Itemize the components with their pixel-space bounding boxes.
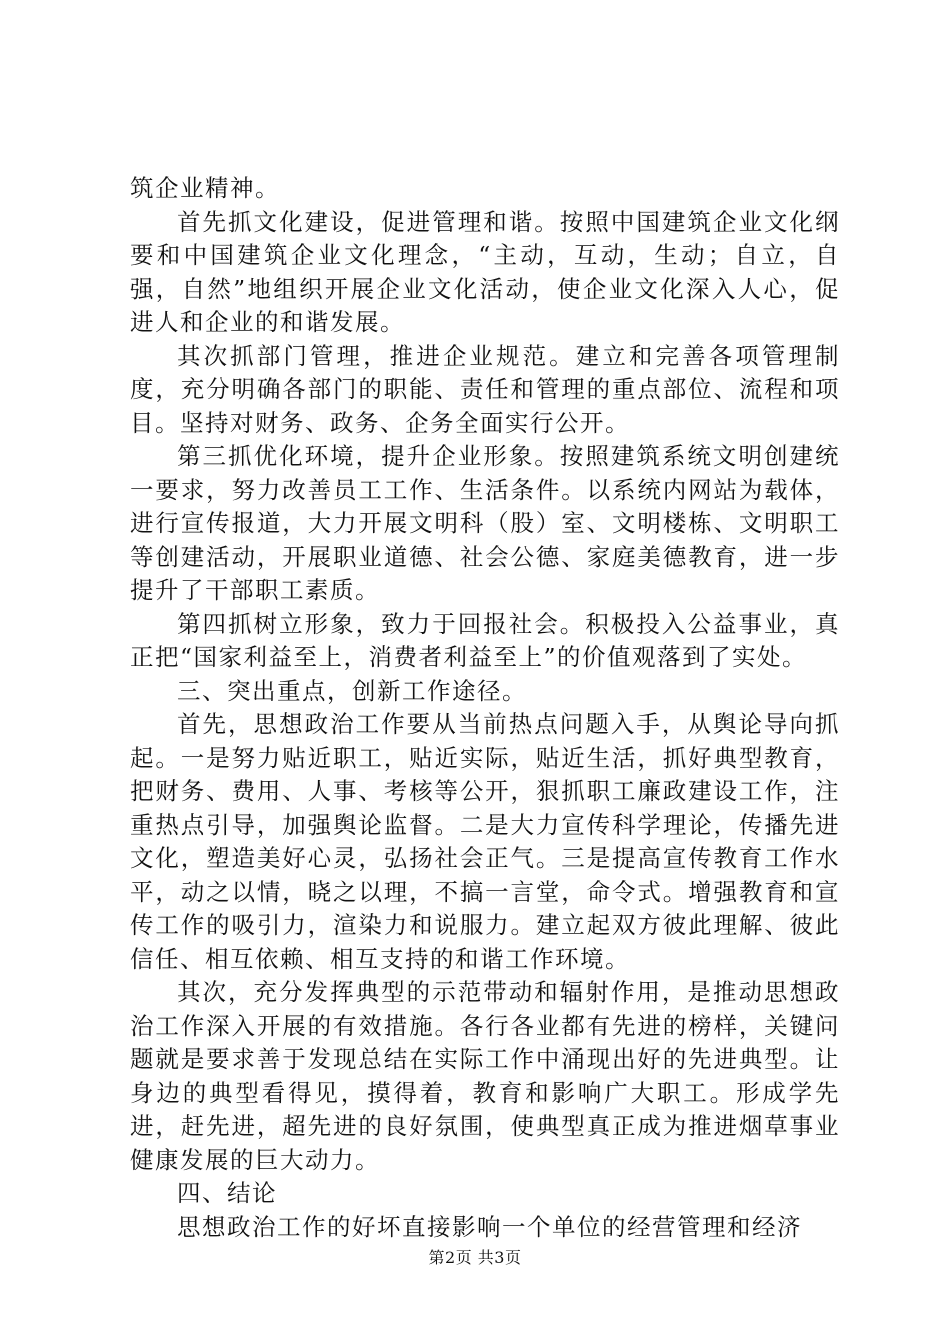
paragraph-4: 第三抓优化环境，提升企业形象。按照建筑系统文明创建统一要求，努力改善员工工作、生活条件。以系统内网站为载体，进行宣传报道，大力开展文明科（股）室、文明楼栋、文明职工等创建活动，开展职业道德、社会公德、家庭美德教育，进一步提升了干部职工素质。 bbox=[130, 442, 840, 604]
paragraph-2: 首先抓文化建设，促进管理和谐。按照中国建筑企业文化纲要和中国建筑企业文化理念，“主动，互动，生动；自立，自强，自然”地组织开展企业文化活动，使企业文化深入人心，促进人和企业的和谐发展。 bbox=[130, 207, 840, 336]
paragraph-5: 第四抓树立形象，致力于回报社会。积极投入公益事业，真正把“国家利益至上，消费者利益至上”的价值观落到了实处。 bbox=[130, 609, 840, 671]
paragraph-6: 首先，思想政治工作要从当前热点问题入手，从舆论导向抓起。一是努力贴近职工，贴近实际，贴近生活，抓好典型教育，把财务、费用、人事、考核等公开，狠抓职工廉政建设工作，注重热点引导，加强舆论监督。二是大力宣传科学理论，传播先进文化，塑造美好心灵，弘扬社会正气。三是提高宣传教育工作水平，动之以情，晓之以理，不搞一言堂，命令式。增强教育和宣传工作的吸引力，渲染力和说服力。建立起双方彼此理解、彼此信任、相互依赖、相互支持的和谐工作环境。 bbox=[130, 710, 840, 973]
page-footer: 第2页 共3页 bbox=[428, 1248, 522, 1267]
paragraph-3: 其次抓部门管理，推进企业规范。建立和完善各项管理制度，充分明确各部门的职能、责任和管理的重点部位、流程和项目。坚持对财务、政务、企务全面实行公开。 bbox=[130, 341, 840, 437]
document-body bbox=[130, 172, 840, 1244]
paragraph-7: 其次，充分发挥典型的示范带动和辐射作用，是推动思想政治工作深入开展的有效措施。各行各业都有先进的榜样，关键问题就是要求善于发现总结在实际工作中涌现出好的先进典型。让身边的典型看得见，摸得着，教育和影响广大职工。形成学先进，赶先进，超先进的良好氛围，使典型真正成为推进烟草事业健康发展的巨大动力。 bbox=[130, 978, 840, 1174]
paragraph-8: 思想政治工作的好坏直接影响一个单位的经营管理和经济 bbox=[177, 1212, 802, 1241]
section-heading-4: 四、结论 bbox=[177, 1179, 277, 1207]
section-heading-3: 三、突出重点，创新工作途径。 bbox=[177, 676, 527, 705]
paragraph-1: 筑企业精神。 bbox=[130, 174, 280, 202]
